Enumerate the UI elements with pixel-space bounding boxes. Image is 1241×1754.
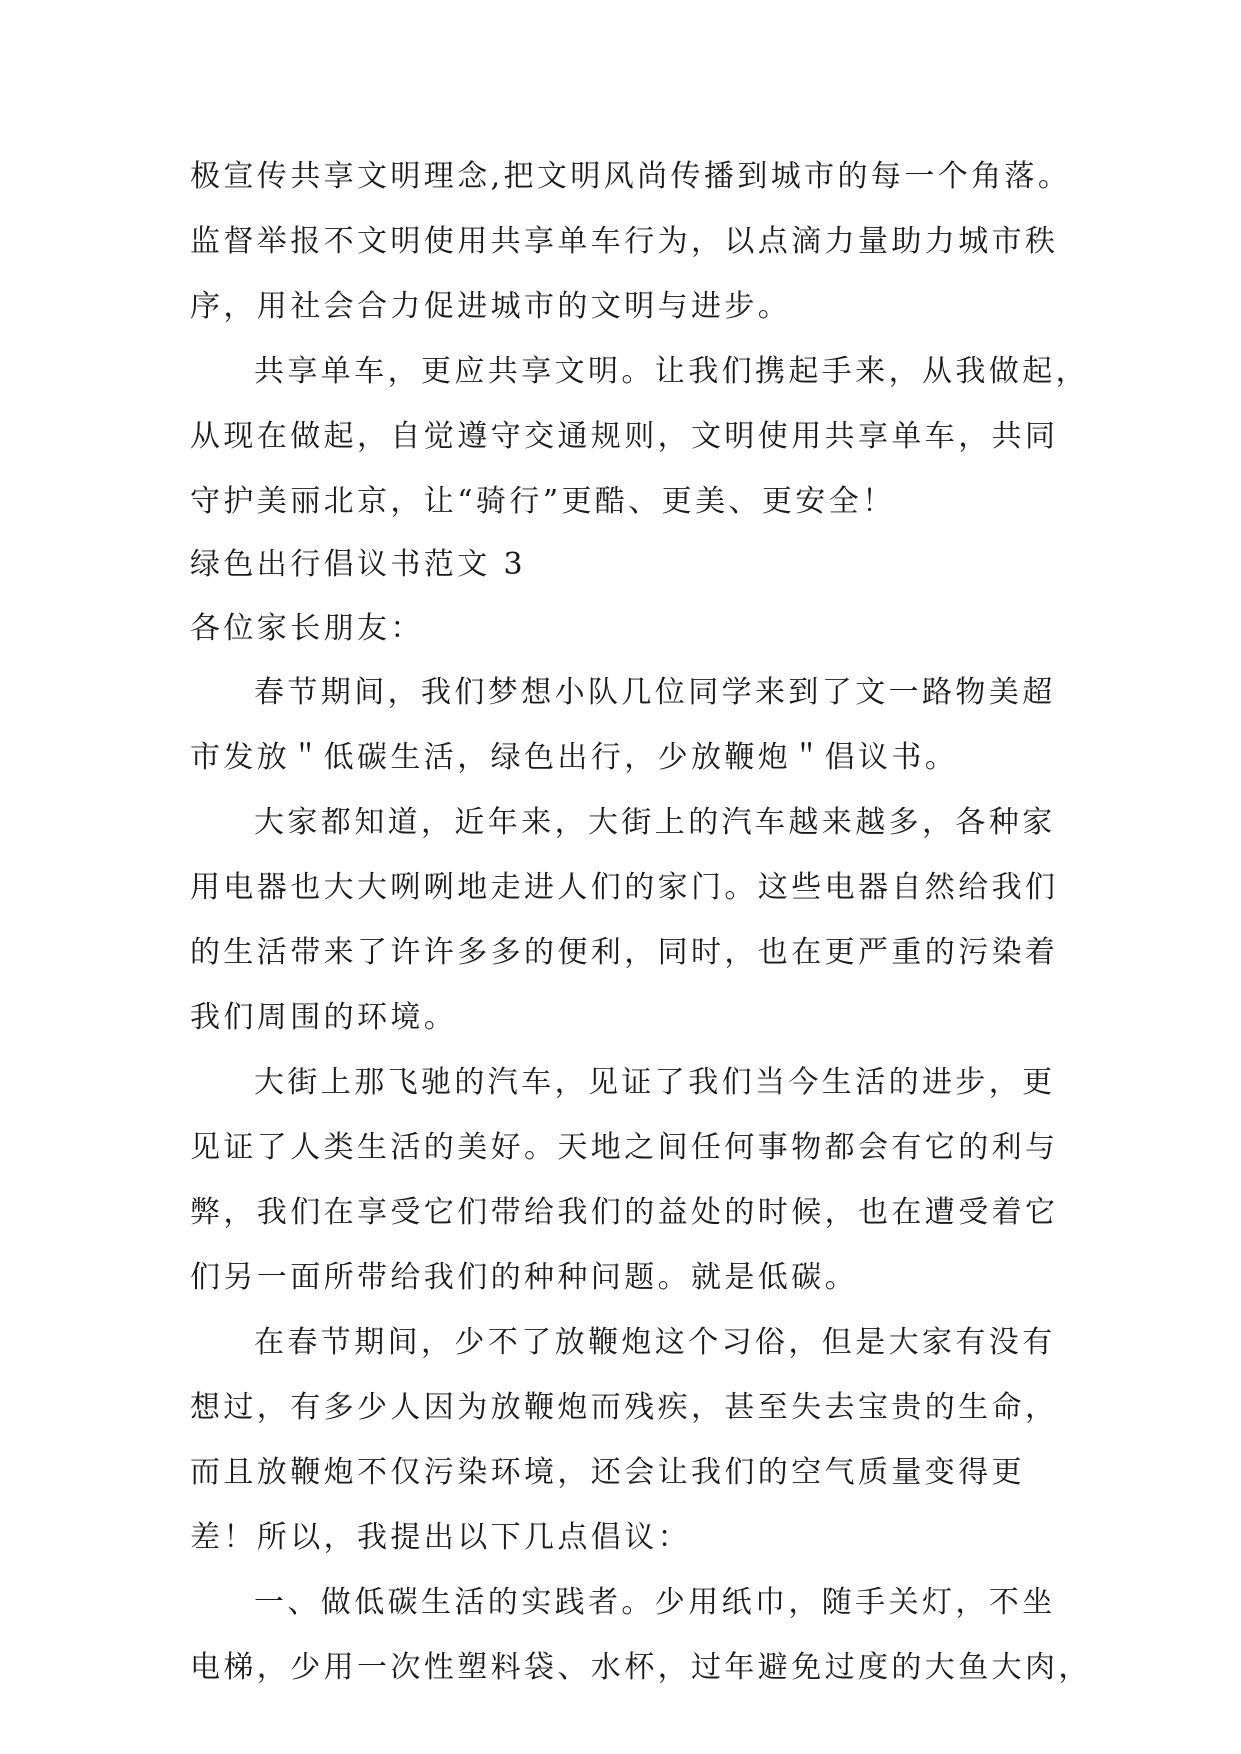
salutation: 各位家长朋友： <box>190 611 424 646</box>
paragraph-line: 大街上那飞驰的汽车，见证了我们当今生活的进步，更 <box>254 1065 1056 1100</box>
paragraph-line: 序，用社会合力促进城市的文明与进步。 <box>190 289 792 324</box>
paragraph-line: 们另一面所带给我们的种种问题。就是低碳。 <box>190 1260 858 1295</box>
paragraph-line: 市发放＂低碳生活，绿色出行，少放鞭炮＂倡议书。 <box>190 740 959 775</box>
paragraph-line: 大家都知道，近年来，大街上的汽车越来越多，各种家 <box>254 805 1056 840</box>
paragraph-line: 的生活带来了许许多多的便利，同时，也在更严重的污染着 <box>190 935 1059 970</box>
paragraph-line: 差！所以，我提出以下几点倡议： <box>190 1520 691 1555</box>
paragraph-line: 想过，有多少人因为放鞭炮而残疾，甚至失去宝贵的生命， <box>190 1390 1059 1425</box>
paragraph-line: 从现在做起，自觉遵守交通规则，文明使用共享单车，共同 <box>190 419 1059 454</box>
paragraph-line: 守护美丽北京，让“骑行”更酷、更美、更安全！ <box>190 484 896 519</box>
paragraph-line: 监督举报不文明使用共享单车行为，以点滴力量助力城市秩 <box>190 224 1059 259</box>
paragraph-line: 一、做低碳生活的实践者。少用纸巾，随手关灯，不坐 <box>254 1585 1056 1620</box>
paragraph-line: 见证了人类生活的美好。天地之间任何事物都会有它的利与 <box>190 1130 1059 1165</box>
paragraph-line: 极宣传共享文明理念,把文明风尚传播到城市的每一个角落。 <box>190 159 1072 194</box>
paragraph-line: 用电器也大大咧咧地走进人们的家门。这些电器自然给我们 <box>190 870 1059 905</box>
paragraph-line: 我们周围的环境。 <box>190 1000 458 1035</box>
paragraph-line: 在春节期间，少不了放鞭炮这个习俗，但是大家有没有 <box>254 1325 1056 1360</box>
paragraph-line: 共享单车，更应共享文明。让我们携起手来，从我做起， <box>254 354 1089 389</box>
paragraph-line: 电梯，少用一次性塑料袋、水杯，过年避免过度的大鱼大肉， <box>190 1650 1092 1685</box>
paragraph-line: 而且放鞭炮不仅污染环境，还会让我们的空气质量变得更 <box>190 1455 1025 1490</box>
section-heading: 绿色出行倡议书范文 3 <box>190 547 527 582</box>
paragraph-line: 春节期间，我们梦想小队几位同学来到了文一路物美超 <box>254 675 1056 710</box>
paragraph-line: 弊，我们在享受它们带给我们的益处的时候，也在遭受着它 <box>190 1195 1059 1230</box>
